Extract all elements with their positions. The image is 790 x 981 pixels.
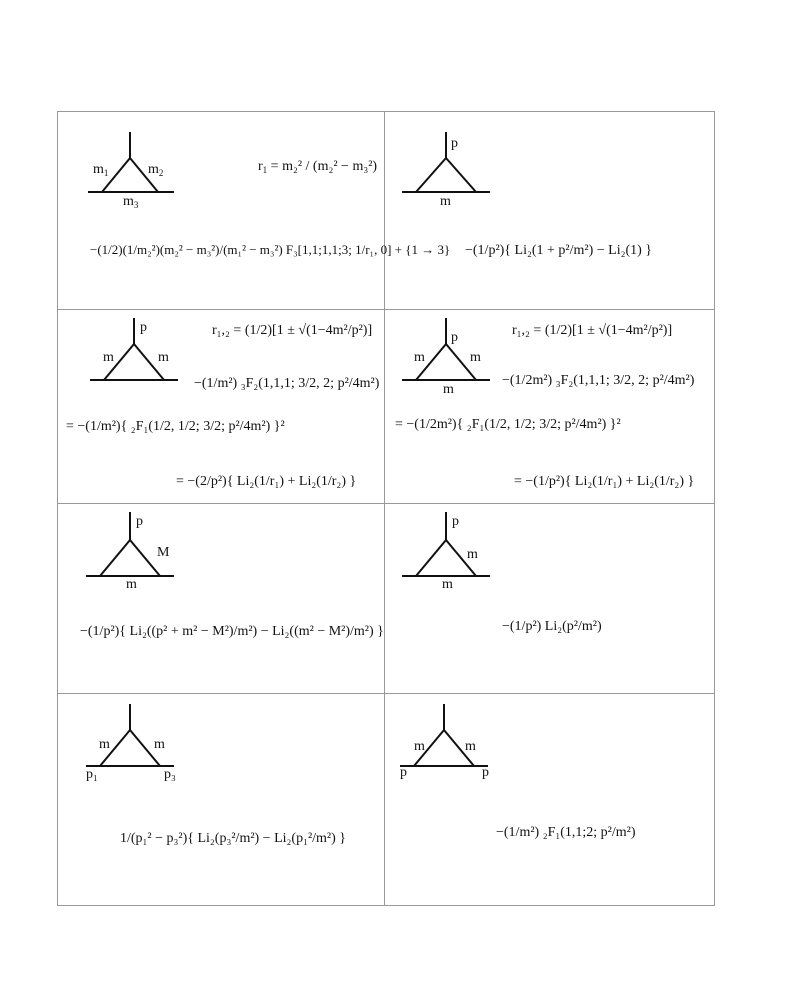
label-m-bottom: m: [442, 577, 453, 592]
roots-formula-3: r₁,₂ = (1/2)[1 ± √(1−4m²/p²)]: [212, 323, 373, 338]
label-p: p: [451, 330, 458, 345]
label-m: m: [126, 577, 137, 592]
label-m-left: m: [414, 739, 425, 754]
label-p1: p₁: [86, 767, 98, 782]
label-p: p: [451, 136, 458, 151]
triangle-diagram-5: [86, 512, 174, 576]
hypergeom-3f2-3: −(1/m²) ₃F₂(1,1,1; 3/2, 2; p²/4m²): [194, 376, 380, 391]
root-formula-1: $r_1 = m_2^2 / (m_2^2 - m_3^2)$: [258, 159, 378, 175]
label-m-bottom: m: [443, 382, 454, 397]
label-m-left: m: [99, 737, 110, 752]
triangle-diagram-7: [86, 704, 174, 766]
label-m-right: m: [158, 350, 169, 365]
result-formula-2: −(1/p²){ Li₂(1 + p²/m²) − Li₂(1) }: [465, 243, 653, 258]
label-p-right: p: [482, 765, 489, 780]
triangle-diagram-2: [402, 132, 490, 192]
roots-formula-4: r₁,₂ = (1/2)[1 ± √(1−4m²/p²)]: [512, 323, 673, 338]
label-m-right: m: [470, 350, 481, 365]
triangle-diagram-6: [402, 512, 490, 576]
label-m-right: m: [467, 547, 478, 562]
label-p-left: p: [400, 765, 407, 780]
label-m-left: m: [103, 350, 114, 365]
result-formula-7: 1/(p₁² − p₃²){ Li₂(p₃²/m²) − Li₂(p₁²/m²) }: [120, 831, 347, 846]
label-m3: $m_3$: [123, 194, 139, 210]
label-p3: p₃: [164, 767, 176, 782]
hypergeom-2f1-3: = −(1/m²){ ₂F₁(1/2, 1/2; 3/2; p²/4m²) }²: [66, 419, 285, 434]
result-formula-5: −(1/p²){ Li₂((p² + m² − M²)/m²) − Li₂((m² − M²)/m²) }: [80, 624, 384, 639]
dilog-formula-3: = −(2/p²){ Li₂(1/r₁) + Li₂(1/r₂) }: [176, 474, 357, 489]
triangle-diagram-3: [90, 318, 178, 380]
label-M: M: [157, 545, 170, 560]
result-formula-1: −(1/2)(1/m₂²)(m₂² − m₃²)/(m₁² − m₃²) F₃[1,1;1,1;3; 1/r₁, 0] + {1 → 3}: [90, 242, 451, 257]
label-m-right: m: [154, 737, 165, 752]
label-m2: $m_2$: [148, 162, 164, 178]
hypergeom-3f2-4: −(1/2m²) ₃F₂(1,1,1; 3/2, 2; p²/4m²): [502, 373, 695, 388]
label-m: m: [440, 194, 451, 209]
label-p: p: [136, 514, 143, 529]
label-p: p: [140, 320, 147, 335]
label-p: p: [452, 514, 459, 529]
triangle-diagram-4: [402, 318, 490, 380]
label-m-right: m: [465, 739, 476, 754]
result-formula-6: −(1/p²) Li₂(p²/m²): [502, 619, 602, 634]
label-m-left: m: [414, 350, 425, 365]
label-m1: $m_1$: [93, 162, 109, 178]
result-formula-8: −(1/m²) ₂F₁(1,1;2; p²/m²): [496, 825, 636, 840]
triangle-diagram-8: [400, 704, 488, 766]
dilog-formula-4: = −(1/p²){ Li₂(1/r₁) + Li₂(1/r₂) }: [514, 474, 695, 489]
hypergeom-2f1-4: = −(1/2m²){ ₂F₁(1/2, 1/2; 3/2; p²/4m²) }²: [395, 417, 621, 432]
